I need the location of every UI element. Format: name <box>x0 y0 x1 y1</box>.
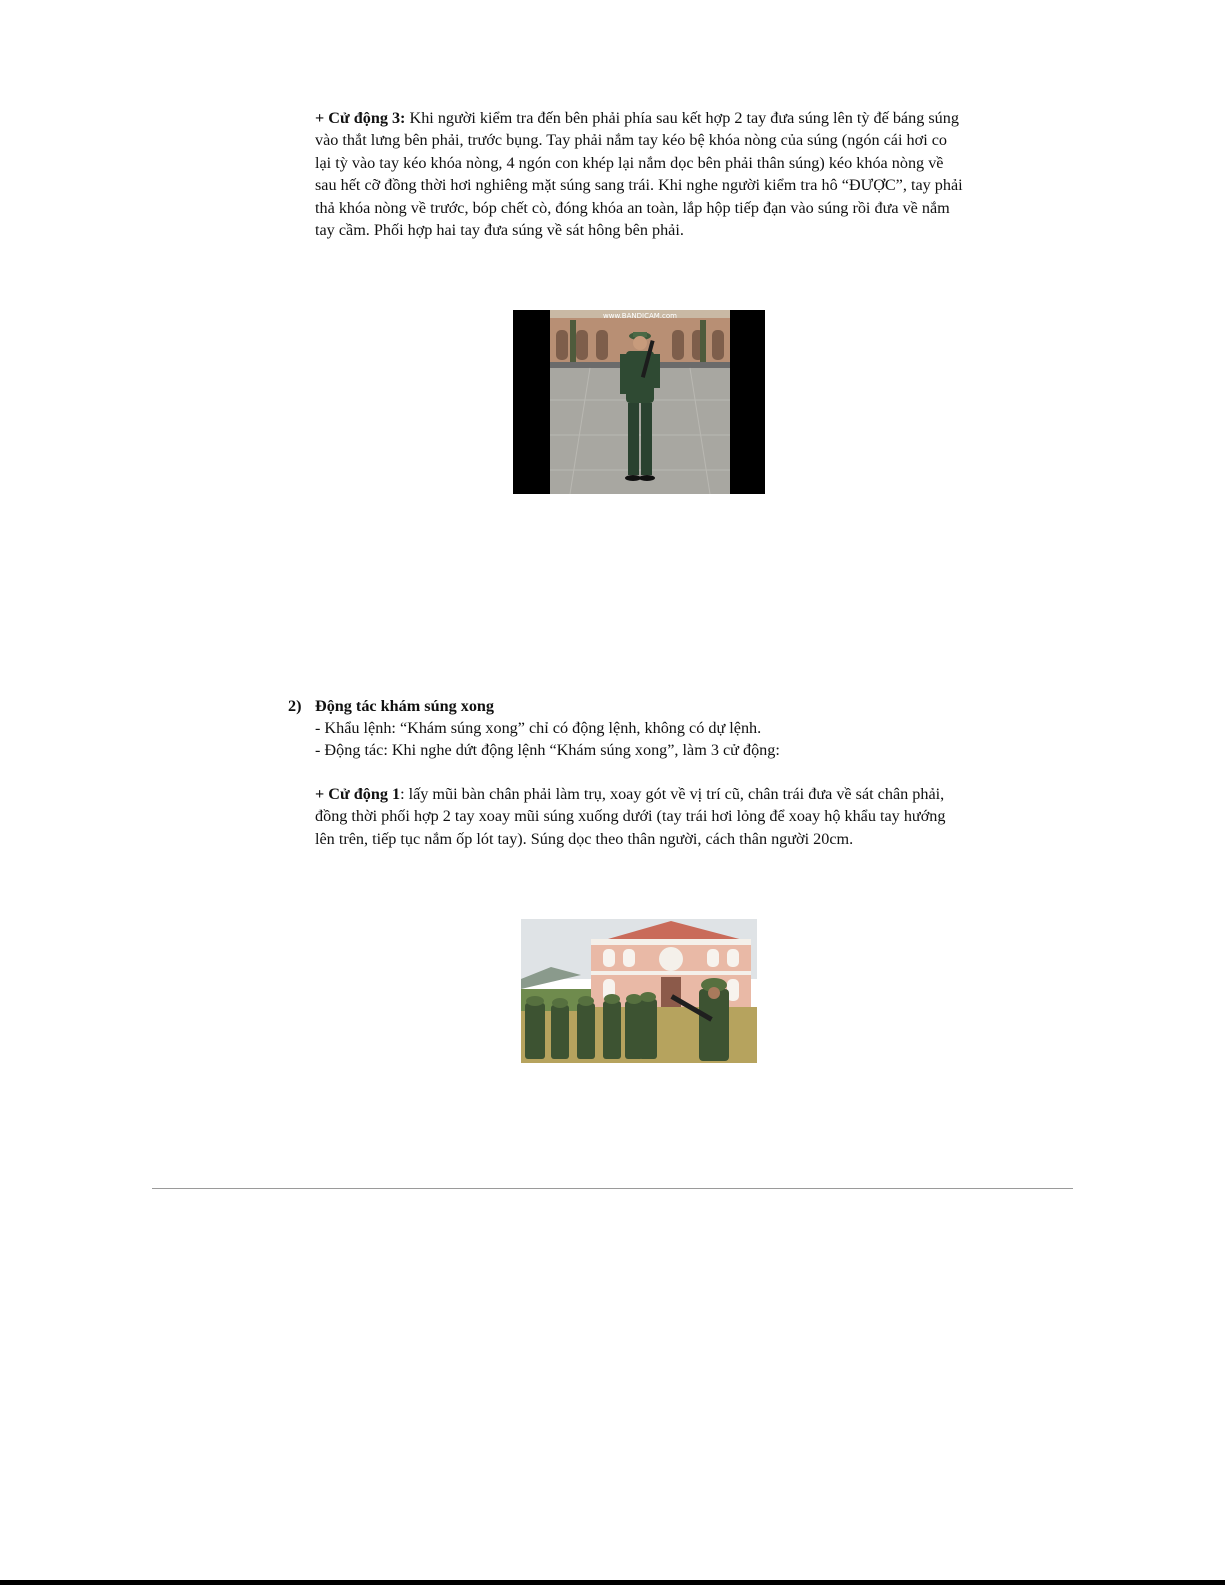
section-title: Động tác khám súng xong <box>315 697 495 715</box>
step3-text: Khi người kiểm tra đến bên phải phía sau kết hợp 2 tay đưa súng lên tỳ đế báng súng vào thắt lưng bên phải, trước bụng. Tay phải nắm tay kéo bệ khóa nòng của súng (ngón cái hơi co lại tỳ vào tay kéo khóa nòng, 4 ngón con khép lại nắm dọc bên phải thân súng) kéo khóa nòng về sau hết cỡ đồng thời hơi nghiêng mặt súng sang trái. Khi nghe người kiểm tra hô “ĐƯỢC”, tay phải thả khóa nòng về trước, bóp chết cò, đóng khóa an toàn, lắp hộp tiếp đạn vào súng rồi đưa về nắm tay cầm. Phối hợp hai tay đưa súng về sát hông bên phải. <box>315 109 963 240</box>
figure-soldiers-training <box>521 919 757 1063</box>
section-heading <box>288 695 494 717</box>
step1-text: : lấy mũi bàn chân phải làm trụ, xoay gót về vị trí cũ, chân trái đưa về sát chân phải, đồng thời phối hợp 2 tay xoay mũi súng xuống dưới (tay trái hơi lỏng để xoay hộ khẩu tay hướng lên trên, tiếp tục nắm ốp lót tay). Súng dọc theo thân người, cách thân người 20cm. <box>315 785 946 848</box>
officer-photo <box>550 310 730 494</box>
figure-officer-inspecting-rifle <box>513 310 765 494</box>
step3-paragraph <box>315 107 965 241</box>
action-line: - Động tác: Khi nghe dứt động lệnh “Khám súng xong”, làm 3 cử động: <box>315 741 780 759</box>
step1-paragraph <box>315 783 965 850</box>
watermark-text: www.BANDICAM.com <box>603 312 677 320</box>
page-bottom-edge <box>0 1580 1225 1585</box>
step3-label: + Cử động 3: <box>315 109 406 127</box>
command-line: - Khẩu lệnh: “Khám súng xong” chỉ có động lệnh, không có dự lệnh. <box>315 719 762 737</box>
page-divider <box>152 1188 1073 1189</box>
section-number: 2) <box>288 697 302 715</box>
step1-label: + Cử động 1 <box>315 785 401 803</box>
